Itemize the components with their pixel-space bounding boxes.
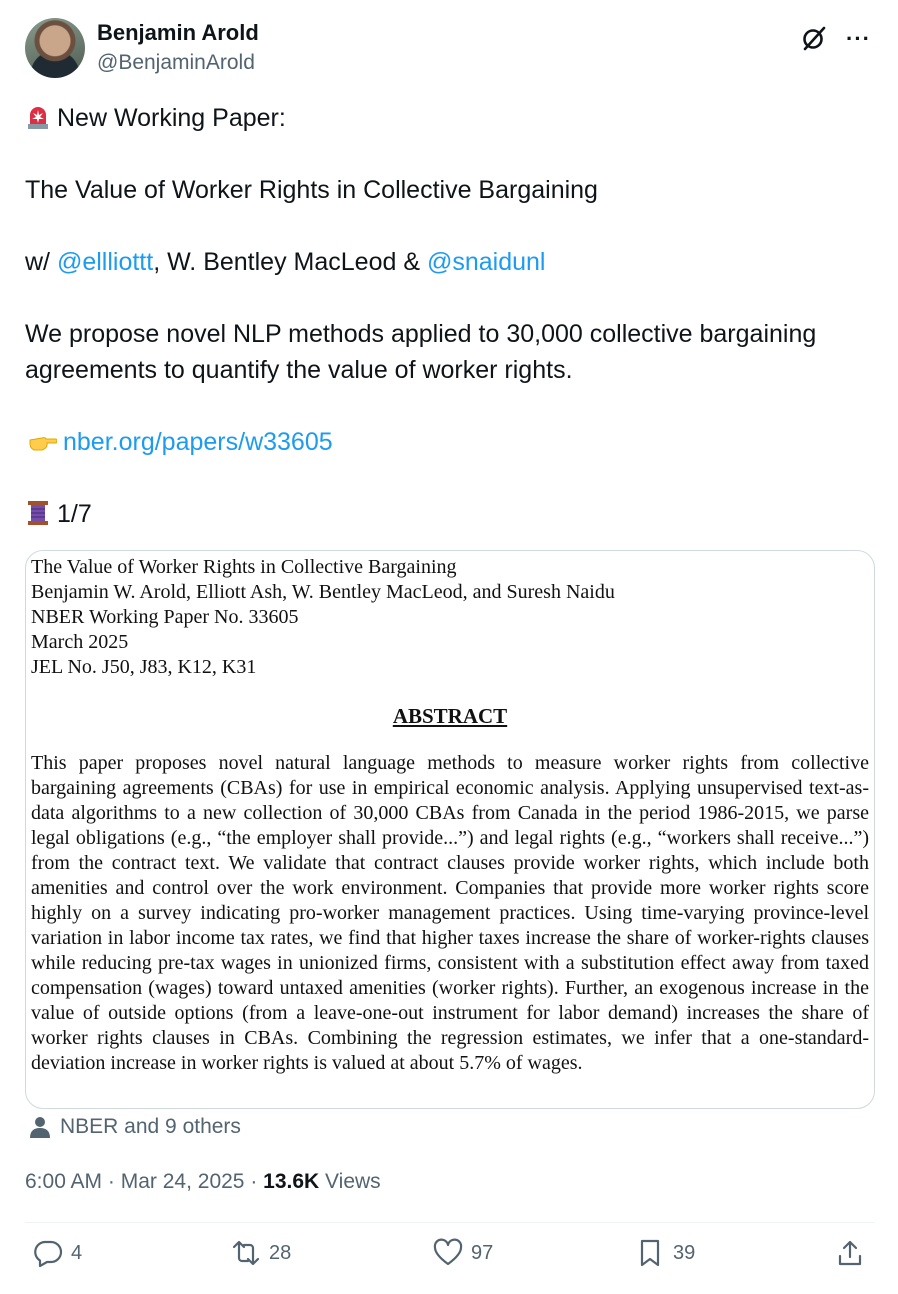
meta-separator: · — [102, 1170, 121, 1193]
paper-jel: JEL No. J50, J83, K12, K31 — [31, 656, 257, 678]
share-button[interactable] — [835, 1238, 865, 1268]
action-bar — [25, 1238, 875, 1282]
repost-icon — [231, 1238, 261, 1268]
like-button[interactable] — [433, 1238, 493, 1268]
avatar[interactable] — [25, 18, 85, 78]
thread-spool-icon — [25, 500, 51, 526]
grok-icon[interactable] — [800, 24, 828, 52]
bookmark-icon — [635, 1238, 665, 1268]
coauthors-mid: , W. Bentley MacLeod & — [153, 248, 427, 276]
divider — [25, 1222, 875, 1223]
meta-separator-2: · — [244, 1170, 264, 1193]
reply-button[interactable] — [33, 1238, 82, 1268]
bookmark-count: 39 — [673, 1241, 696, 1264]
coauthors-prefix: w/ — [25, 248, 57, 276]
tweet-text — [25, 100, 875, 532]
repost-button[interactable] — [231, 1238, 291, 1268]
paper-series: NBER Working Paper No. 33605 — [31, 606, 299, 628]
tweet-description: We propose novel NLP methods applied to 30,000 collective bargaining agreements to quantify the value of worker rights. — [25, 320, 817, 384]
more-options-icon[interactable]: ··· — [846, 26, 871, 51]
share-icon — [835, 1238, 865, 1268]
paper-excerpt — [31, 555, 869, 1076]
liked-by[interactable] — [30, 1115, 241, 1139]
thread-counter: 1/7 — [57, 500, 92, 528]
views-label: Views — [319, 1170, 381, 1193]
reply-icon — [33, 1238, 63, 1268]
paper-link[interactable]: nber.org/papers/w33605 — [63, 428, 333, 456]
tweet-line-1: New Working Paper: — [57, 104, 286, 132]
pointing-hand-icon — [25, 428, 57, 454]
abstract-body: This paper proposes novel natural language methods to measure worker rights from collective bargaining agreements (CBAs) for use in empirical economic analysis. Applying unsupervised text-as-data algorithms to a new collection of 30,000 CBAs from Canada in the period 1986-2015, we parse legal obligations (e.g., “the employer shall provide...”) and legal rights (e.g., “workers shall receive...”) from the contract text. We validate that contract clauses provide worker rights, which include both amenities and control over the work environment. Companies that provide more worker rights score highly on a survey indicating pro-worker management practices. Using time-varying province-level variation in labor income tax rates, we find that higher taxes increase the share of worker-rights clauses while reducing pre-tax wages in unionized firms, consistent with a substitution effect away from taxed compensation (wages) toward untaxed amenities (worker rights). Further, an exogenous increase in the value of outside options (from a leave-one-out instrument for labor demand) increases the share of worker rights clauses in CBAs. Combining the regression estimates, we infer that a one-standard-deviation increase in worker rights is valued at about 5.7% of wages. — [31, 752, 869, 1074]
tweet-date[interactable]: Mar 24, 2025 — [120, 1170, 245, 1193]
heart-icon — [433, 1238, 463, 1268]
tweet-coauthors — [25, 244, 875, 280]
paper-meta — [31, 555, 869, 680]
author-handle[interactable]: @BenjaminArold — [97, 51, 255, 74]
tweet-time[interactable]: 6:00 AM — [25, 1170, 103, 1193]
bookmark-button[interactable] — [635, 1238, 695, 1268]
mention-ellliottt[interactable]: @ellliottt — [56, 248, 154, 276]
repost-count: 28 — [269, 1241, 292, 1264]
paper-date: March 2025 — [31, 631, 129, 653]
abstract-heading: ABSTRACT — [392, 704, 508, 728]
author-name[interactable]: Benjamin Arold — [97, 20, 259, 45]
rotating-light-icon — [25, 104, 51, 130]
paper-title: The Value of Worker Rights in Collective Bargaining — [31, 556, 457, 578]
like-count: 97 — [471, 1241, 494, 1264]
person-icon — [30, 1116, 50, 1138]
reply-count: 4 — [71, 1241, 83, 1264]
views-count: 13.6K — [263, 1170, 320, 1193]
tweet-meta — [25, 1170, 381, 1194]
paper-authors: Benjamin W. Arold, Elliott Ash, W. Bentley MacLeod, and Suresh Naidu — [31, 581, 615, 603]
paper-image-card[interactable] — [25, 550, 875, 1109]
liked-by-text: NBER and 9 others — [60, 1115, 241, 1138]
tweet-paper-title: The Value of Worker Rights in Collective Bargaining — [25, 176, 598, 204]
mention-snaidunl[interactable]: @snaidunl — [426, 248, 546, 276]
